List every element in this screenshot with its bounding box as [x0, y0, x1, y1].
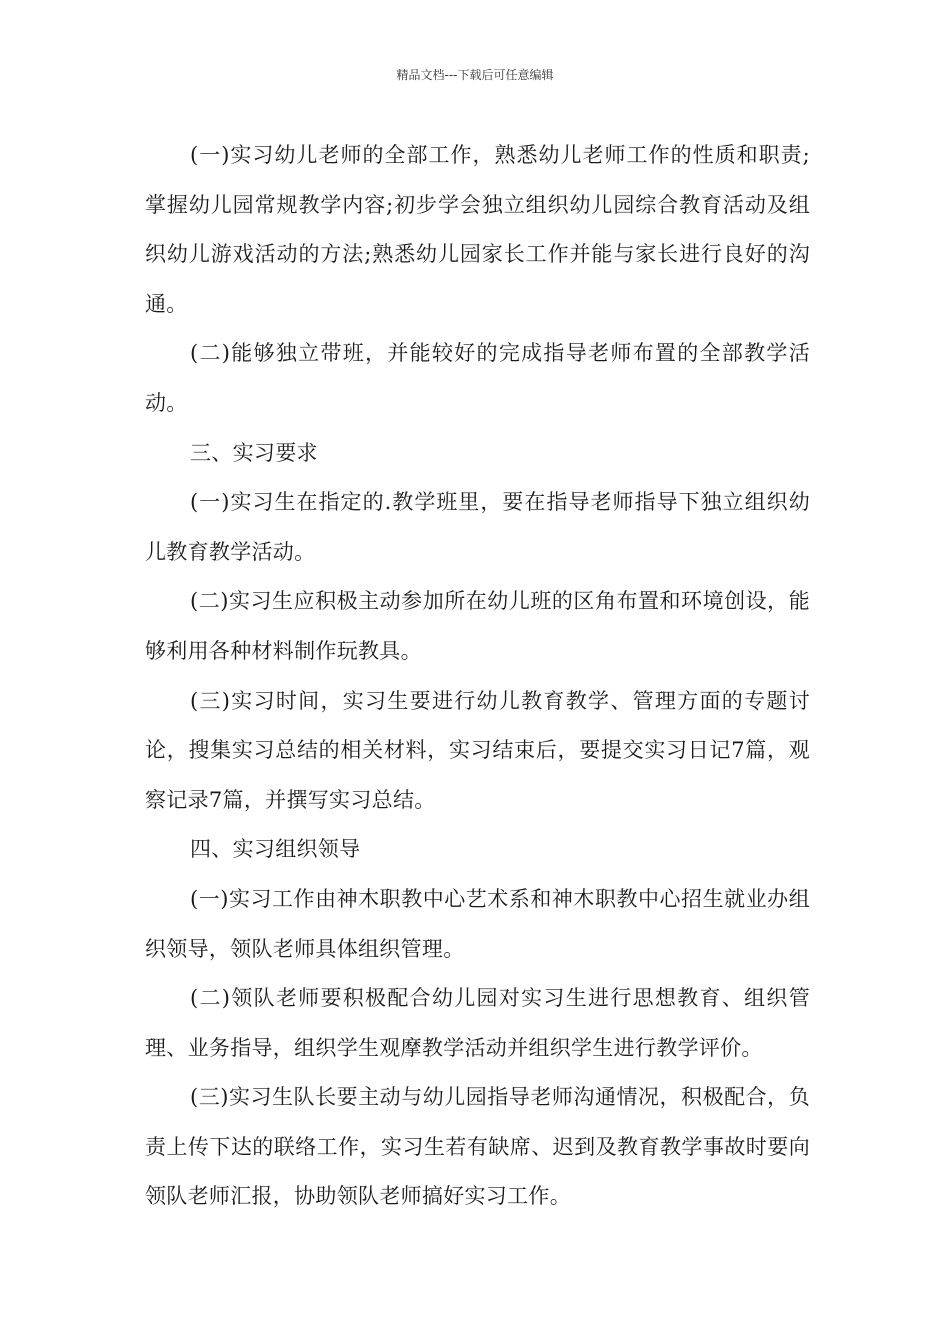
paragraph-6: (三)实习时间，实习生要进行幼儿教育教学、管理方面的专题讨论，搜集实习总结的相关材料，实习结束后，要提交实习日记7篇，观察记录7篇，并撰写实习总结。 [145, 688, 810, 812]
section-heading-3: 三、实习要求 [190, 440, 318, 465]
paragraph-2: (二)能够独立带班，并能较好的完成指导老师布置的全部教学活动。 [145, 341, 810, 415]
page-header: 精品文档---下载后可任意编辑 [396, 68, 554, 82]
section-heading-4: 四、实习组织领导 [190, 837, 361, 862]
paragraph-9: (二)领队老师要积极配合幼儿园对实习生进行思想教育、组织管理、业务指导，组织学生观摩教学活动并组织学生进行教学评价。 [145, 986, 810, 1060]
paragraph-4: (一)实习生在指定的.教学班里，要在指导老师指导下独立组织幼儿教育教学活动。 [145, 490, 810, 564]
paragraph-1: (一)实习幼儿老师的全部工作，熟悉幼儿老师工作的性质和职责;掌握幼儿园常规教学内容;初步学会独立组织幼儿园综合教育活动及组织幼儿游戏活动的方法;熟悉幼儿园家长工作并能与家长进行良好的沟通。 [145, 143, 810, 316]
paragraph-10: (三)实习生队长要主动与幼儿园指导老师沟通情况，积极配合，负责上传下达的联络工作，实习生若有缺席、迟到及教育教学事故时要向领队老师汇报，协助领队老师搞好实习工作。 [145, 1085, 810, 1209]
document-body [145, 131, 810, 1222]
paragraph-5: (二)实习生应积极主动参加所在幼儿班的区角布置和环境创设，能够利用各种材料制作玩教具。 [145, 589, 810, 663]
paragraph-8: (一)实习工作由神木职教中心艺术系和神木职教中心招生就业办组织领导，领队老师具体组织管理。 [145, 886, 810, 961]
